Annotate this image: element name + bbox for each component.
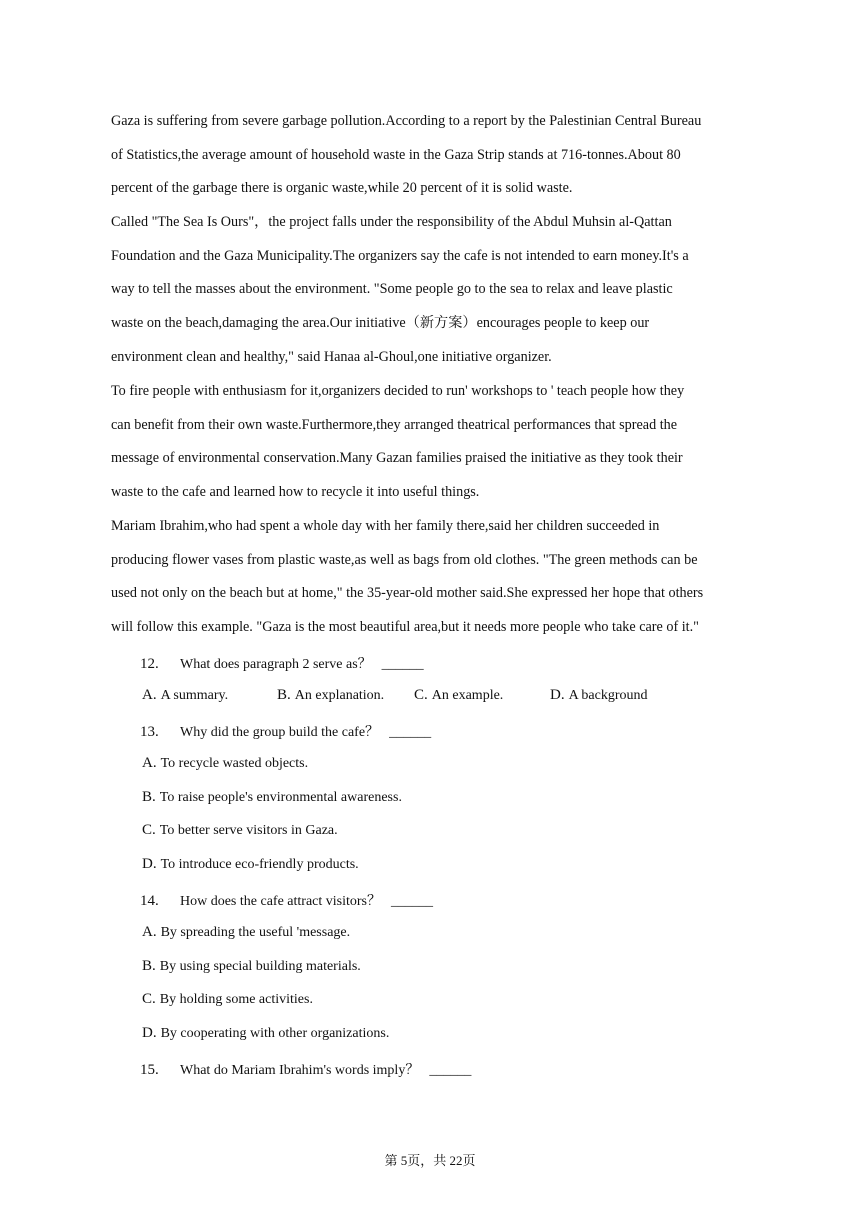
option-a (142, 924, 350, 941)
option-d (550, 687, 648, 704)
text-line: producing flower vases from plastic waste,as well as bags from old clothes. "The green methods can be (111, 551, 698, 568)
question-number: 12. (140, 656, 159, 672)
text-line: can benefit from their own waste.Furthermore,they arranged theatrical performances that spread the (111, 416, 678, 433)
option-letter: B. (277, 687, 291, 703)
option-letter: D. (142, 1025, 157, 1041)
text-line: Foundation and the Gaza Municipality.The organizers say the cafe is not intended to earn money.It's a (111, 247, 689, 264)
option-c (414, 687, 503, 704)
option-text: To introduce eco-friendly products. (160, 857, 359, 872)
option-b (142, 958, 361, 975)
option-letter: C. (142, 822, 156, 838)
passage-paragraph-2 (111, 206, 751, 375)
answer-blank: ______ (389, 725, 432, 740)
option-d (142, 856, 359, 873)
option-letter: A. (142, 755, 157, 771)
answer-blank: ______ (391, 894, 433, 909)
text-line: message of environmental conservation.Many Gazan families praised the initiative as they took their (111, 450, 683, 467)
option-a (142, 755, 308, 772)
text-line: To fire people with enthusiasm for it,organizers decided to run' workshops to ' teach people how they (111, 383, 685, 399)
option-letter: D. (142, 856, 157, 872)
option-text: By cooperating with other organizations. (160, 1026, 390, 1041)
question-number: 14. (140, 893, 159, 909)
question-12 (140, 653, 424, 673)
option-d (142, 1025, 389, 1042)
text-line: percent of the garbage there is organic waste,while 20 percent of it is solid waste. (111, 180, 573, 197)
question-text: What do Mariam Ibrahim's words imply？ (180, 1063, 420, 1078)
answer-blank: ______ (429, 1063, 472, 1078)
question-text: What does paragraph 2 serve as？ (180, 657, 372, 672)
option-c (142, 822, 338, 839)
text-line: Mariam Ibrahim,who had spent a whole day with her family there,said her children succeeded in (111, 518, 660, 534)
text-line: of Statistics,the average amount of household waste in the Gaza Strip stands at 716-tonnes.About 80 (111, 146, 681, 163)
option-text: By spreading the useful 'message. (160, 925, 351, 940)
passage-paragraph-4 (111, 510, 751, 645)
option-text: A background (568, 688, 648, 703)
passage-paragraph-1 (111, 105, 751, 206)
option-letter: A. (142, 924, 157, 940)
question-text: How does the cafe attract visitors？ (180, 894, 381, 909)
option-letter: C. (142, 991, 156, 1007)
passage-paragraph-3 (111, 375, 751, 510)
option-text: To better serve visitors in Gaza. (159, 823, 338, 838)
option-text: An explanation. (294, 688, 385, 703)
option-c (142, 991, 313, 1008)
option-b (142, 789, 402, 806)
option-text: To recycle wasted objects. (160, 756, 309, 771)
question-number: 13. (140, 724, 159, 740)
option-b (277, 687, 384, 704)
question-15 (140, 1059, 471, 1079)
text-line: used not only on the beach but at home," the 35-year-old mother said.She expressed her hope that others (111, 585, 704, 602)
text-line: Gaza is suffering from severe garbage pollution.According to a report by the Palestinian Central Bureau (111, 113, 702, 129)
option-letter: B. (142, 958, 156, 974)
text-line: waste to the cafe and learned how to recycle it into useful things. (111, 484, 480, 501)
option-text: A summary. (160, 688, 229, 703)
option-letter: C. (414, 687, 428, 703)
question-number: 15. (140, 1062, 159, 1078)
option-letter: A. (142, 687, 157, 703)
option-text: To raise people's environmental awareness. (159, 790, 402, 805)
option-letter: B. (142, 789, 156, 805)
question-14 (140, 890, 433, 910)
option-a (142, 687, 228, 704)
question-text: Why did the group build the cafe？ (180, 725, 380, 740)
option-text: By holding some activities. (159, 992, 313, 1007)
text-line: way to tell the masses about the environment. "Some people go to the sea to relax and leave plastic (111, 281, 673, 298)
option-text: An example. (431, 688, 504, 703)
text-line: environment clean and healthy," said Hanaa al-Ghoul,one initiative organizer. (111, 348, 552, 365)
text-line: waste on the beach,damaging the area.Our initiative（新方案）encourages people to keep our (111, 315, 650, 332)
text-line: will follow this example. "Gaza is the most beautiful area,but it needs more people who take care of it." (111, 619, 699, 636)
page-footer: 第 5页，共 22页 (384, 1153, 476, 1168)
text-line: Called "The Sea Is Ours"，the project falls under the responsibility of the Abdul Muhsin al-Qattan (111, 214, 672, 230)
question-13 (140, 721, 431, 741)
answer-blank: ______ (381, 657, 424, 672)
option-letter: D. (550, 687, 565, 703)
option-text: By using special building materials. (159, 959, 361, 974)
